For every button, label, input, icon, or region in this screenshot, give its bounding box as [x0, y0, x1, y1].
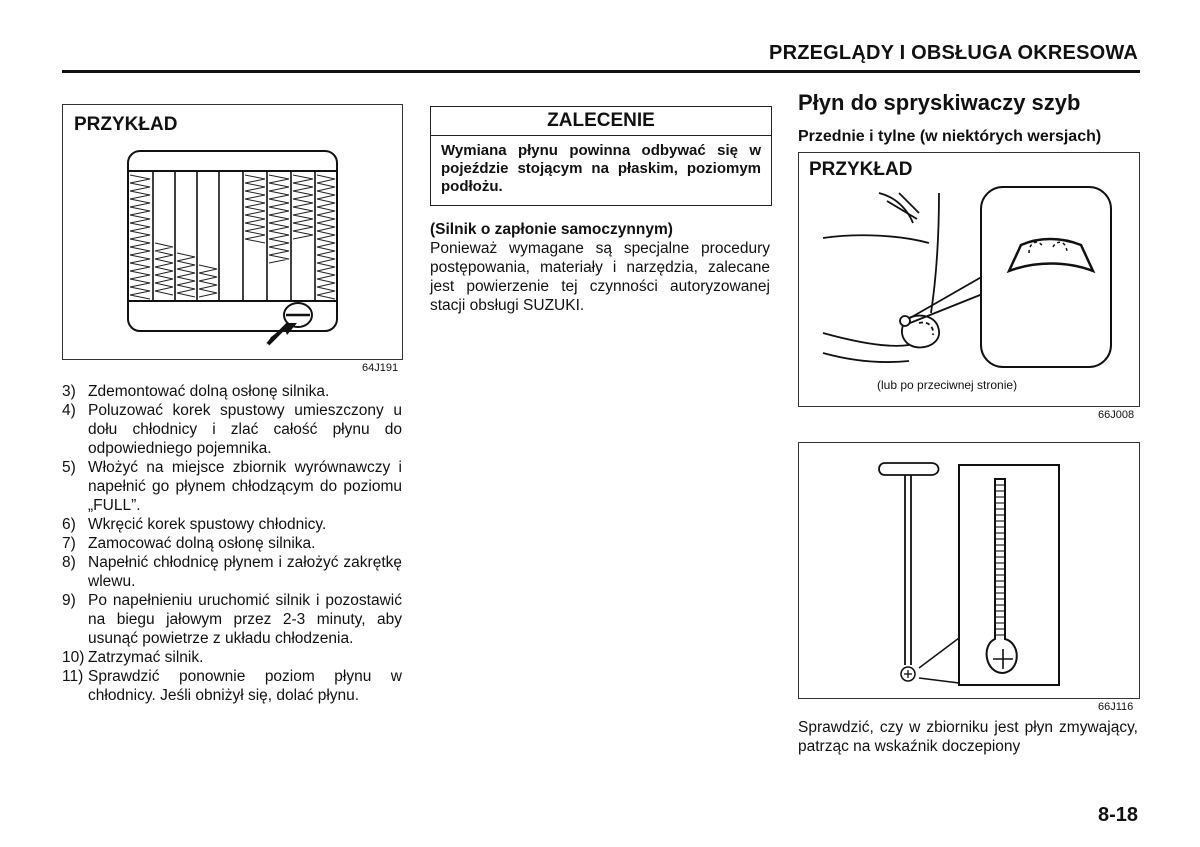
figure-code: 64J191 — [362, 362, 399, 374]
recommendation-title: ZALECENIE — [431, 107, 771, 136]
list-item: 6) Wkręcić korek spustowy chłodnicy. — [62, 516, 327, 533]
list-item: 4) Poluzować korek spustowy umieszczony u dołu chłodnicy i zlać całość płynu do odpowiedniego pojemnika. — [62, 402, 402, 457]
radiator-drawing — [63, 105, 402, 359]
washer-dipstick-figure — [798, 442, 1140, 699]
washer-paragraph: Sprawdzić, czy w zbiorniku jest płyn zmywający, patrząc na wskaźnik doczepiony — [798, 719, 1138, 755]
recommendation-box — [430, 106, 772, 206]
list-item: 11) Sprawdzić ponownie poziom płynu w chłodnicy. Jeśli obniżył się, dolać płynu. — [62, 668, 402, 704]
diesel-heading: (Silnik o zapłonie samoczynnym) — [430, 221, 673, 238]
figure-label: PRZYKŁAD — [74, 114, 178, 135]
washer-location-drawing — [799, 153, 1139, 406]
list-item: 3) Zdemontować dolną osłonę silnika. — [62, 383, 330, 400]
diesel-text: Ponieważ wymagane są specjalne procedury postępowania, materiały i narzędzia, zalecane jest powierzenie tej czynności autoryzowanej stacji obsługi SUZUKI. — [430, 240, 770, 314]
procedure-steps — [62, 382, 402, 705]
recommendation-body: Wymiana płynu powinna odbywać się w pojeździe stojącym na płaskim, poziomym podłożu. — [441, 142, 761, 195]
figure-code: 66J116 — [1098, 701, 1134, 713]
list-item: 8) Napełnić chłodnicę płynem i założyć zakrętkę wlewu. — [62, 554, 402, 590]
washer-reservoir-figure — [798, 152, 1140, 407]
section-title: Płyn do spryskiwaczy szyb — [798, 90, 1081, 115]
figure-code: 66J008 — [1098, 409, 1135, 421]
list-item: 7) Zamocować dolną osłonę silnika. — [62, 535, 316, 552]
section-subtitle: Przednie i tylne (w niektórych wersjach) — [798, 128, 1102, 145]
header-rule — [62, 70, 1140, 73]
figure-label: PRZYKŁAD — [809, 159, 913, 180]
list-item: 10) Zatrzymać silnik. — [62, 649, 204, 666]
diesel-note — [430, 220, 770, 315]
dipstick-drawing — [799, 443, 1139, 698]
list-item: 9) Po napełnieniu uruchomić silnik i pozostawić na biegu jałowym przez 2-3 minuty, aby usunąć powietrze z układu chłodzenia. — [62, 592, 402, 647]
page-number: 8-18 — [1097, 804, 1138, 826]
list-item: 5) Włożyć na miejsce zbiornik wyrównawczy i napełnić go płynem chłodzącym do poziomu „FULL”. — [62, 459, 402, 514]
radiator-figure — [62, 104, 403, 360]
figure-caption: (lub po przeciwnej stronie) — [877, 378, 1018, 392]
running-header: PRZEGLĄDY I OBSŁUGA OKRESOWA — [769, 42, 1138, 64]
